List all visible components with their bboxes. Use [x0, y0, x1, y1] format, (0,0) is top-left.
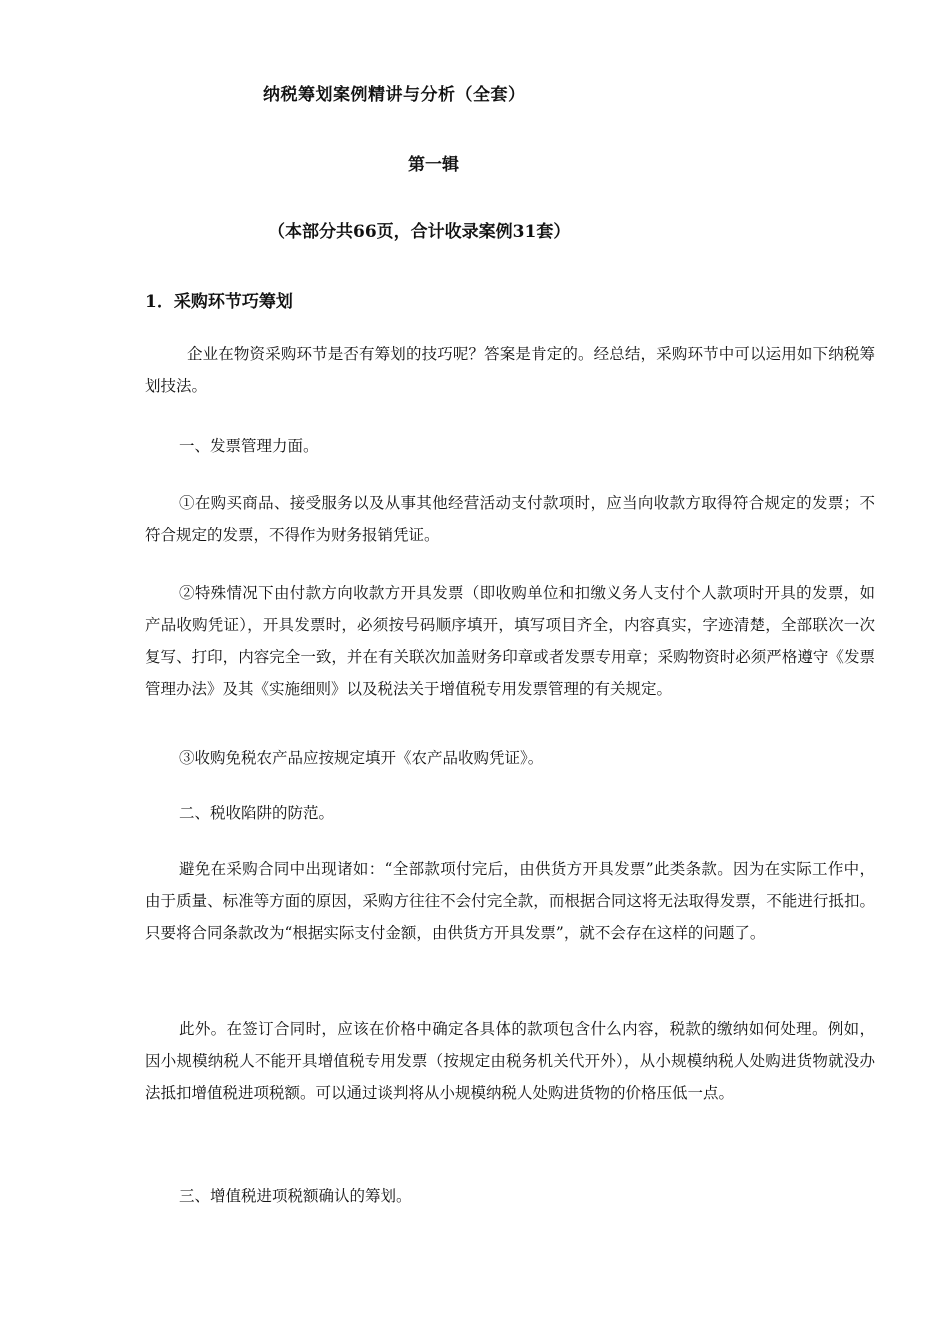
volume-note: （本部分共66页，合计收录案例31套）: [268, 222, 571, 242]
paragraph-intro: 企业在物资采购环节是否有筹划的技巧呢？答案是肯定的。经总结，采购环节中可以运用如下纳税筹划技法。: [145, 345, 875, 395]
paragraph-heading-vat: 三、增值税进项税额确认的筹划。: [179, 1187, 412, 1205]
paragraph-additional: 此外。在签订合同时，应该在价格中确定各具体的款项包含什么内容，税款的缴纳如何处理。例如，因小规模纳税人不能开具增值税专用发票（按规定由税务机关代开外），从小规模纳税人处购进货物就没办法抵扣增值税进项税额。可以通过谈判将从小规模纳税人处购进货物的价格压低一点。: [145, 1020, 875, 1102]
paragraph-heading-invoice: 一、发票管理力面。: [179, 437, 319, 455]
section-heading: 1．采购环节巧筹划: [145, 292, 293, 312]
paragraph-item-2: ②特殊情况下由付款方向收款方开具发票（即收购单位和扣缴义务人支付个人款项时开具的发票，如产品收购凭证），开具发票时，必须按号码顺序填开，填写项目齐全，内容真实，字迹清楚，全部联次一次复写、打印，内容完全一致，并在有关联次加盖财务印章或者发票专用章；采购物资时必须严格遵守《发票管理办法》及其《实施细则》以及税法关于增值税专用发票管理的有关规定。: [145, 584, 875, 698]
paragraph-item-1: ①在购买商品、接受服务以及从事其他经营活动支付款项时，应当向收款方取得符合规定的发票；不符合规定的发票，不得作为财务报销凭证。: [145, 494, 875, 544]
paragraph-item-3: ③收购免税农产品应按规定填开《农产品收购凭证》。: [179, 749, 544, 767]
volume-label: 第一辑: [408, 155, 459, 175]
paragraph-contract: 避免在采购合同中出现诸如：“全部款项付完后，由供货方开具发票”此类条款。因为在实际工作中，由于质量、标准等方面的原因，采购方往往不会付完全款，而根据合同这将无法取得发票，不能进行抵扣。只要将合同条款改为“根据实际支付金额，由供货方开具发票”，就不会存在这样的问题了。: [145, 860, 875, 942]
document-title: 纳税筹划案例精讲与分析（全套）: [263, 85, 526, 105]
paragraph-heading-trap: 二、税收陷阱的防范。: [179, 804, 335, 822]
